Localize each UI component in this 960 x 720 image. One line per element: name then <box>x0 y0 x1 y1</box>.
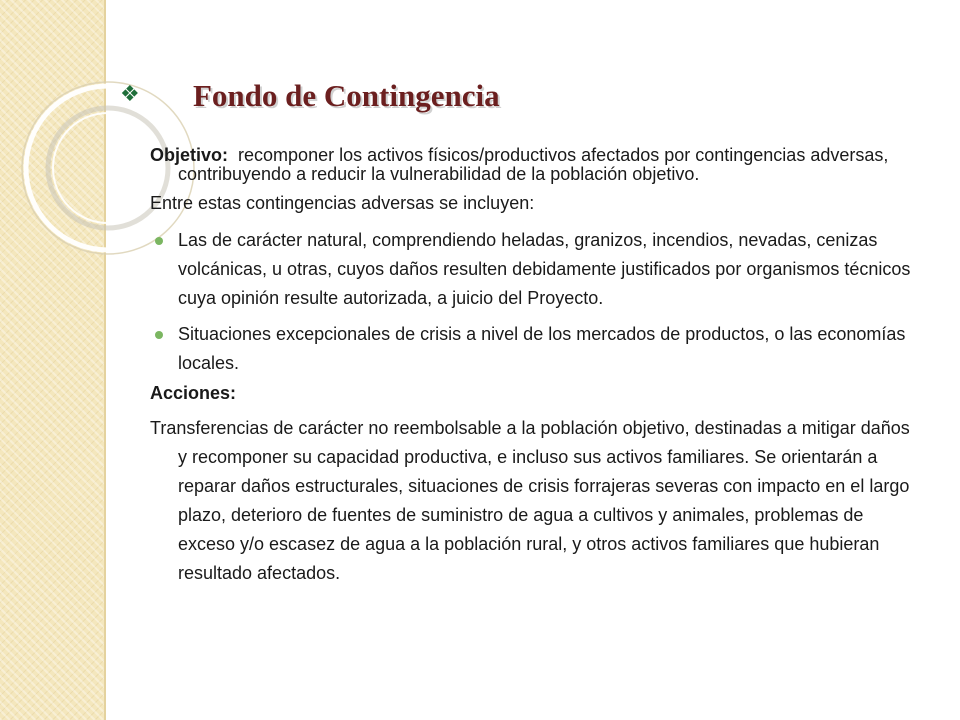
slide-content <box>150 146 920 588</box>
intro-text: Entre estas contingencias adversas se incluyen: <box>150 193 535 213</box>
objective-paragraph <box>150 146 920 184</box>
green-dot-bullet-icon <box>155 237 163 245</box>
actions-paragraph: Transferencias de carácter no reembolsable a la población objetivo, destinadas a mitigar daños y recomponer su capacidad productiva, e incluso sus activos familiares. Se orientarán a reparar daños estructurales, situaciones de crisis forrajeras severas con impacto en el largo plazo, deterioro de fuentes de suministro de agua a cultivos y animales, problemas de exceso y/o escasez de agua a la población rural, y otros activos familiares que hubieran resultado afectados. <box>150 418 910 583</box>
diamond-bullet-icon: ❖ <box>120 82 140 107</box>
list-item <box>150 320 920 378</box>
actions-heading: Acciones: <box>150 383 237 403</box>
slide-title: Fondo de Contingencia <box>193 78 500 113</box>
objective-label: Objetivo: <box>150 145 229 165</box>
green-dot-bullet-icon <box>155 331 163 339</box>
list-item-text: Las de carácter natural, comprendiendo heladas, granizos, incendios, nevadas, cenizas volcánicas, u otras, cuyos daños resulten debidamente justificados por organismos técnicos cuya opinión resulte autorizada, a juicio del Proyecto. <box>178 230 911 308</box>
list-item <box>150 226 920 313</box>
objective-text: recomponer los activos físicos/productivos afectados por contingencias adversas, contribuyendo a reducir la vulnerabilidad de la población objetivo. <box>178 145 889 184</box>
contingency-list <box>150 226 920 378</box>
list-item-text: Situaciones excepcionales de crisis a nivel de los mercados de productos, o las economías locales. <box>178 324 906 373</box>
